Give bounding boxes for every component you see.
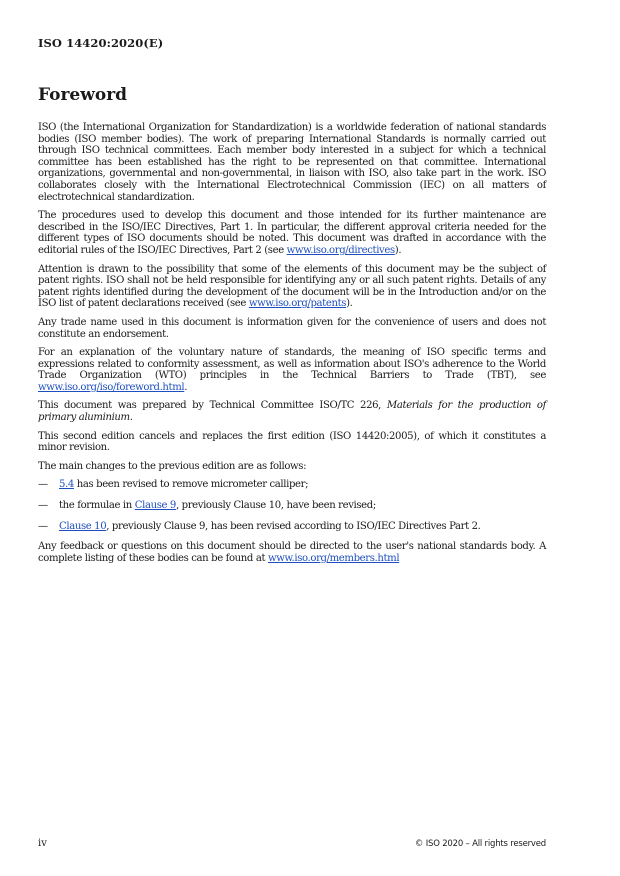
link-patents[interactable]: www.iso.org/patents bbox=[248, 298, 347, 310]
paragraph-text: This second edition cancels and replaces the first edition (ISO 14420:2005), of which it constitutes a minor revision. bbox=[38, 430, 546, 454]
copyright-notice: © ISO 2020 – All rights reserved bbox=[414, 839, 546, 849]
list-item-text bbox=[59, 521, 481, 533]
paragraph-procedures bbox=[38, 210, 546, 256]
changes-list bbox=[38, 479, 546, 532]
paragraph-edition bbox=[38, 431, 546, 454]
paragraph-text: ). bbox=[394, 244, 402, 256]
list-item bbox=[38, 479, 546, 491]
paragraph-text: ). bbox=[346, 298, 353, 310]
list-dash: — bbox=[38, 500, 48, 512]
link-clause-9[interactable]: Clause 9 bbox=[134, 500, 176, 512]
paragraph-trade-name bbox=[38, 317, 546, 340]
link-clause-10[interactable]: Clause 10 bbox=[59, 520, 107, 532]
paragraph-voluntary-nature bbox=[38, 347, 546, 393]
page-title: Foreword bbox=[38, 85, 128, 105]
paragraph-changes-intro bbox=[38, 461, 546, 473]
list-dash: — bbox=[38, 520, 48, 532]
document-id: ISO 14420:2020(E) bbox=[38, 36, 164, 50]
committee-title: Materials for the production of primary aluminium bbox=[38, 400, 546, 424]
paragraph-text: The main changes to the previous edition are as follows: bbox=[38, 460, 307, 472]
paragraph-text: The procedures used to develop this document and those intended for its further maintenance are described in the ISO/IEC Directives, Part 1. In particular, the different approval criteria needed for the different types of ISO documents should be noted. This document was drafted in accordance with the editorial rules of the ISO/IEC Directives, Part 2 (see bbox=[38, 210, 546, 256]
paragraph-text: For an explanation of the voluntary nature of standards, the meaning of ISO specific terms and expressions related to conformity assessment, as well as information about ISO's adherence to the World Trade Organization (WTO) principles in the Technical Barriers to Trade (TBT), see bbox=[38, 347, 546, 382]
link-members[interactable]: www.iso.org/members.html bbox=[267, 552, 400, 564]
paragraph-feedback bbox=[38, 541, 546, 564]
list-item-text bbox=[59, 479, 308, 491]
list-item-text bbox=[59, 500, 376, 512]
link-directives[interactable]: www.iso.org/directives bbox=[286, 244, 395, 256]
list-item bbox=[38, 500, 546, 512]
list-item bbox=[38, 521, 546, 533]
paragraph-iso-intro bbox=[38, 122, 546, 203]
list-text: has been revised to remove micrometer calliper; bbox=[73, 479, 309, 491]
paragraph-patents bbox=[38, 264, 546, 310]
paragraph-text: Attention is drawn to the possibility that some of the elements of this document may be the subject of patent rights. ISO shall not be held responsible for identifying any or all such patent rights. Details of any patent rights identified during the development of the document will be in the Introduction and/or on the ISO list of patent declarations received (see bbox=[38, 263, 546, 310]
paragraph-text: Any trade name used in this document is information given for the convenience of users and does not constitute an endorsement. bbox=[38, 316, 546, 340]
list-text: the formulae in bbox=[59, 500, 135, 512]
paragraph-text: This document was prepared by Technical Committee ISO/TC 226, bbox=[38, 400, 387, 412]
paragraph-text: Any feedback or questions on this document should be directed to the user's national standards body. A complete listing of these bodies can be found at bbox=[38, 541, 546, 564]
paragraph-committee bbox=[38, 400, 546, 423]
foreword-body bbox=[38, 122, 546, 571]
link-subclause-5-4[interactable]: 5.4 bbox=[59, 479, 74, 491]
list-dash: — bbox=[38, 479, 48, 491]
list-text: , previously Clause 10, have been revised; bbox=[175, 500, 376, 512]
list-text: , previously Clause 9, has been revised according to ISO/IEC Directives Part 2. bbox=[106, 520, 481, 532]
paragraph-text: . bbox=[129, 412, 133, 424]
paragraph-text: . bbox=[184, 381, 188, 393]
link-foreword[interactable]: www.iso.org/iso/foreword.html bbox=[38, 381, 185, 393]
paragraph-text: ISO (the International Organization for Standardization) is a worldwide federation of national standards bodies (ISO member bodies). The work of preparing International Standards is normally carried out through ISO technical committees. Each member body interested in a subject for which a technical committee has been established has the right to be represented on that committee. International organizations, governmental and non-governmental, in liaison with ISO, also take part in the work. ISO collaborates closely with the International Electrotechnical Commission (IEC) on all matters of electrotechnical standardization. bbox=[38, 122, 546, 203]
page-number: iv bbox=[38, 838, 47, 849]
